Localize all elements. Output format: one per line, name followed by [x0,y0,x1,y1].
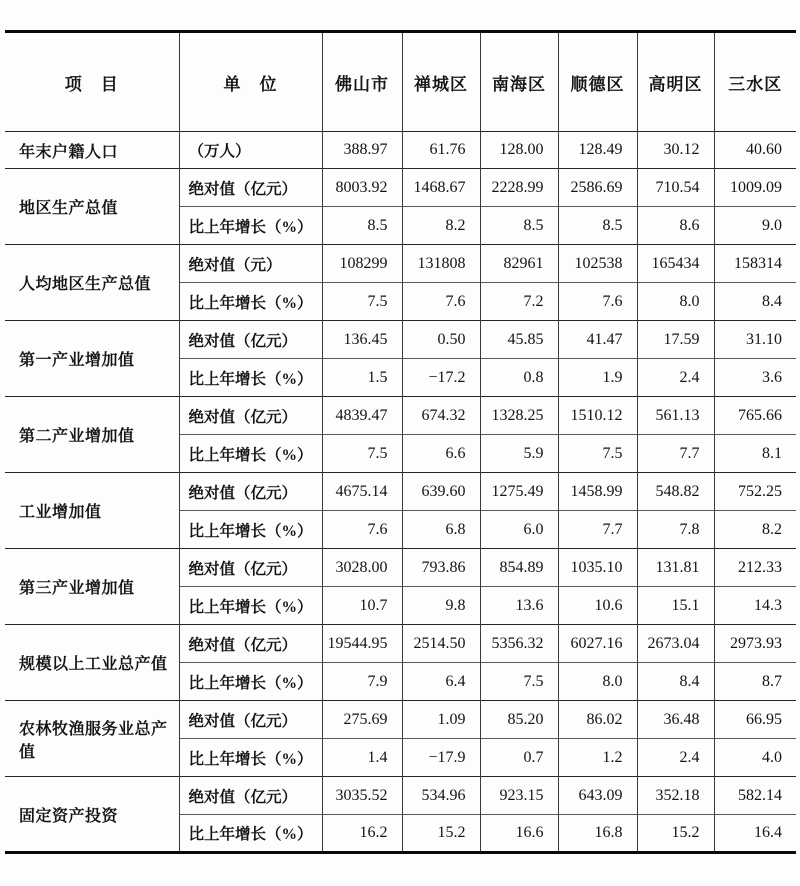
value-cell: 1.09 [402,701,480,739]
item-label: 工业增加值 [5,473,179,549]
value-cell: 1035.10 [558,549,637,587]
value-cell: 3.6 [714,359,796,397]
unit-label: 比上年增长（%） [179,283,322,321]
value-cell: 1.9 [558,359,637,397]
value-cell: 854.89 [480,549,558,587]
value-cell: 66.95 [714,701,796,739]
header-region-sanshui: 三水区 [714,32,796,132]
value-cell: 86.02 [558,701,637,739]
value-cell: 2514.50 [402,625,480,663]
value-cell: 352.18 [637,777,714,815]
value-cell: 17.59 [637,321,714,359]
unit-label: 绝对值（亿元） [179,169,322,207]
unit-label: 比上年增长（%） [179,739,322,777]
value-cell: 82961 [480,245,558,283]
unit-label: 比上年增长（%） [179,359,322,397]
value-cell: 8.7 [714,663,796,701]
value-cell: 6.4 [402,663,480,701]
value-cell: 752.25 [714,473,796,511]
value-cell: 1.5 [322,359,402,397]
value-cell: 10.7 [322,587,402,625]
value-cell: 16.4 [714,815,796,853]
unit-label: 比上年增长（%） [179,207,322,245]
header-unit-column: 单 位 [179,32,322,132]
value-cell: 16.2 [322,815,402,853]
value-cell: 2673.04 [637,625,714,663]
table-row [5,701,796,739]
table-row [5,473,796,511]
value-cell: 548.82 [637,473,714,511]
value-cell: 1.4 [322,739,402,777]
value-cell: 8.0 [558,663,637,701]
value-cell: 561.13 [637,397,714,435]
value-cell: 15.2 [402,815,480,853]
value-cell: 8003.92 [322,169,402,207]
item-label: 第二产业增加值 [5,397,179,473]
table-row [5,245,796,283]
value-cell: 1275.49 [480,473,558,511]
value-cell: 19544.95 [322,625,402,663]
value-cell: 639.60 [402,473,480,511]
table-row [5,169,796,207]
table-row [5,777,796,815]
unit-label: 绝对值（亿元） [179,777,322,815]
item-label: 规模以上工业总产值 [5,625,179,701]
table-body [5,132,796,853]
table-row [5,549,796,587]
unit-label: 绝对值（亿元） [179,321,322,359]
value-cell: 30.12 [637,132,714,169]
regional-statistics-table [5,30,796,854]
unit-label: 比上年增长（%） [179,587,322,625]
value-cell: 102538 [558,245,637,283]
value-cell: 16.8 [558,815,637,853]
value-cell: 6.8 [402,511,480,549]
unit-label: 绝对值（亿元） [179,473,322,511]
value-cell: 10.6 [558,587,637,625]
value-cell: 2.4 [637,359,714,397]
value-cell: 1510.12 [558,397,637,435]
value-cell: 1.2 [558,739,637,777]
value-cell: 7.7 [558,511,637,549]
unit-label: 绝对值（亿元） [179,701,322,739]
value-cell: 6027.16 [558,625,637,663]
unit-label: （万人） [179,132,322,169]
value-cell: 8.2 [402,207,480,245]
value-cell: 45.85 [480,321,558,359]
value-cell: 2973.93 [714,625,796,663]
value-cell: 128.49 [558,132,637,169]
value-cell: 643.09 [558,777,637,815]
value-cell: 3035.52 [322,777,402,815]
value-cell: 8.4 [637,663,714,701]
item-label: 农林牧渔服务业总产值 [5,701,179,777]
item-label: 固定资产投资 [5,777,179,853]
value-cell: 8.1 [714,435,796,473]
value-cell: 710.54 [637,169,714,207]
value-cell: −17.2 [402,359,480,397]
value-cell: 3028.00 [322,549,402,587]
value-cell: 8.4 [714,283,796,321]
value-cell: 1328.25 [480,397,558,435]
value-cell: 4.0 [714,739,796,777]
value-cell: 40.60 [714,132,796,169]
unit-label: 比上年增长（%） [179,511,322,549]
value-cell: 8.2 [714,511,796,549]
value-cell: 388.97 [322,132,402,169]
unit-label: 绝对值（亿元） [179,625,322,663]
unit-label: 比上年增长（%） [179,663,322,701]
item-label: 年末户籍人口 [5,132,179,169]
value-cell: 6.6 [402,435,480,473]
value-cell: 85.20 [480,701,558,739]
unit-label: 绝对值（亿元） [179,397,322,435]
table-row [5,132,796,169]
value-cell: 16.6 [480,815,558,853]
header-region-gaoming: 高明区 [637,32,714,132]
value-cell: 108299 [322,245,402,283]
value-cell: 7.6 [558,283,637,321]
item-label: 人均地区生产总值 [5,245,179,321]
value-cell: 36.48 [637,701,714,739]
header-row [5,32,796,132]
value-cell: 128.00 [480,132,558,169]
value-cell: 7.6 [402,283,480,321]
table-row [5,625,796,663]
item-label: 第一产业增加值 [5,321,179,397]
value-cell: 7.2 [480,283,558,321]
header-region-foshan: 佛山市 [322,32,402,132]
value-cell: 7.5 [322,283,402,321]
value-cell: 131.81 [637,549,714,587]
value-cell: 158314 [714,245,796,283]
value-cell: 4675.14 [322,473,402,511]
item-label: 地区生产总值 [5,169,179,245]
value-cell: 0.7 [480,739,558,777]
value-cell: 674.32 [402,397,480,435]
value-cell: 131808 [402,245,480,283]
value-cell: 8.5 [322,207,402,245]
value-cell: 534.96 [402,777,480,815]
value-cell: 7.5 [480,663,558,701]
unit-label: 绝对值（亿元） [179,549,322,587]
value-cell: 7.5 [558,435,637,473]
value-cell: 6.0 [480,511,558,549]
value-cell: 8.0 [637,283,714,321]
unit-label: 比上年增长（%） [179,815,322,853]
value-cell: 15.1 [637,587,714,625]
value-cell: 61.76 [402,132,480,169]
value-cell: 793.86 [402,549,480,587]
value-cell: 7.9 [322,663,402,701]
value-cell: 1009.09 [714,169,796,207]
value-cell: 1468.67 [402,169,480,207]
value-cell: 2.4 [637,739,714,777]
value-cell: 0.50 [402,321,480,359]
value-cell: 5356.32 [480,625,558,663]
value-cell: 582.14 [714,777,796,815]
table-row [5,397,796,435]
value-cell: 15.2 [637,815,714,853]
value-cell: 9.0 [714,207,796,245]
unit-label: 绝对值（元） [179,245,322,283]
value-cell: 14.3 [714,587,796,625]
value-cell: 41.47 [558,321,637,359]
value-cell: 765.66 [714,397,796,435]
header-region-chancheng: 禅城区 [402,32,480,132]
value-cell: 1458.99 [558,473,637,511]
value-cell: 165434 [637,245,714,283]
value-cell: 7.5 [322,435,402,473]
value-cell: 7.6 [322,511,402,549]
header-region-nanhai: 南海区 [480,32,558,132]
value-cell: 7.7 [637,435,714,473]
table-row [5,321,796,359]
value-cell: 8.6 [637,207,714,245]
value-cell: 4839.47 [322,397,402,435]
value-cell: 2228.99 [480,169,558,207]
value-cell: 5.9 [480,435,558,473]
value-cell: 8.5 [558,207,637,245]
value-cell: −17.9 [402,739,480,777]
item-label: 第三产业增加值 [5,549,179,625]
value-cell: 212.33 [714,549,796,587]
value-cell: 9.8 [402,587,480,625]
value-cell: 0.8 [480,359,558,397]
value-cell: 136.45 [322,321,402,359]
value-cell: 275.69 [322,701,402,739]
unit-label: 比上年增长（%） [179,435,322,473]
value-cell: 923.15 [480,777,558,815]
value-cell: 7.8 [637,511,714,549]
value-cell: 31.10 [714,321,796,359]
value-cell: 2586.69 [558,169,637,207]
header-item-column: 项 目 [5,32,179,132]
value-cell: 13.6 [480,587,558,625]
header-region-shunde: 顺德区 [558,32,637,132]
value-cell: 8.5 [480,207,558,245]
